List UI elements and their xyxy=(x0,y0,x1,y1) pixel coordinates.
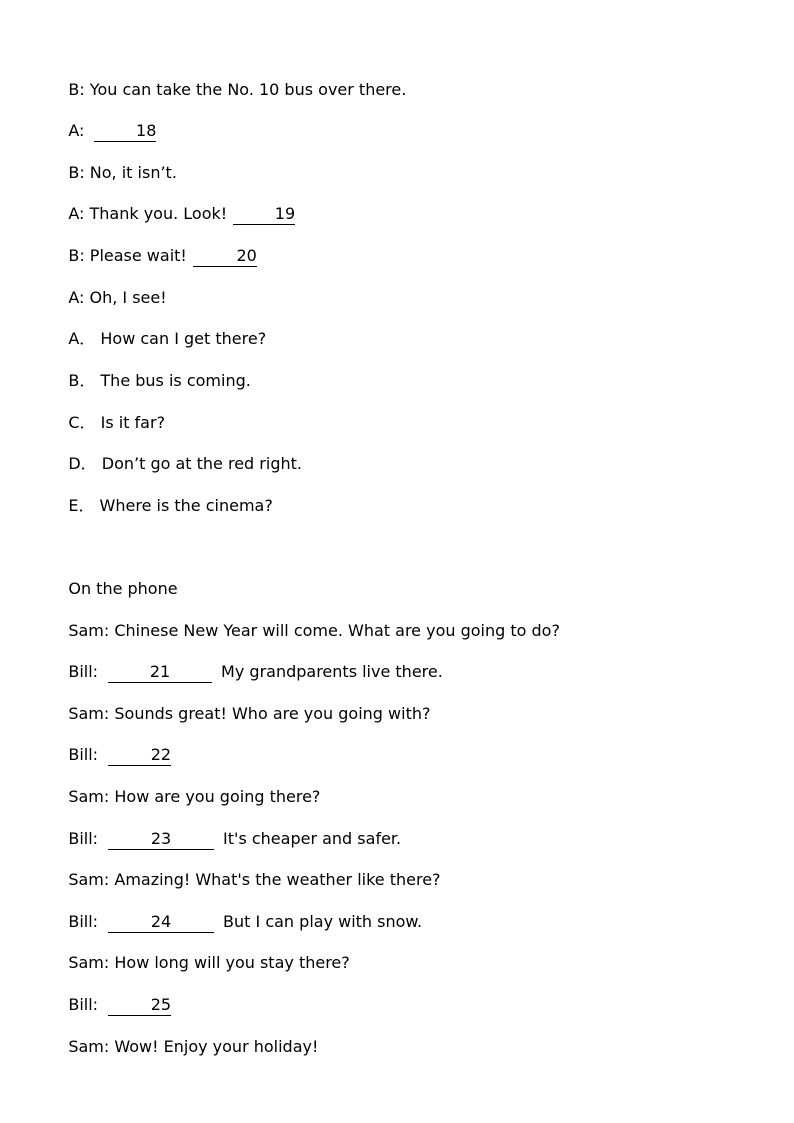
line-text: B: No, it isn’t. xyxy=(68,163,177,182)
option-text: D． Don’t go at the red right. xyxy=(68,454,302,473)
option-text: E． Where is the cinema? xyxy=(68,496,273,515)
line-text: A: Thank you. Look! xyxy=(68,204,228,223)
line-text: Sam: How are you going there? xyxy=(68,787,321,806)
line-text: A: Oh, I see! xyxy=(68,288,167,307)
option-text: A． How can I get there? xyxy=(68,329,267,348)
dialogue-line-sam-6 xyxy=(48,1017,318,1077)
line-text: Sam: Sounds great! Who are you going with? xyxy=(68,704,431,723)
line-text: Sam: How long will you stay there? xyxy=(68,953,350,972)
line-text: Sam: Chinese New Year will come. What are you going to do? xyxy=(68,621,560,640)
answer-blank-25[interactable]: 25 xyxy=(108,996,171,1016)
option-e xyxy=(48,476,273,536)
speaker-prefix: Bill: xyxy=(68,912,99,931)
line-text: It's cheaper and safer. xyxy=(223,829,402,848)
answer-blank-23[interactable]: 23 xyxy=(108,830,214,850)
speaker-prefix: Bill: xyxy=(68,662,99,681)
speaker-prefix: Bill: xyxy=(68,745,99,764)
line-text: Sam: Amazing! What's the weather like there? xyxy=(68,870,441,889)
line-text: Sam: Wow! Enjoy your holiday! xyxy=(68,1037,319,1056)
speaker-prefix: A: xyxy=(68,121,85,140)
answer-blank-18[interactable]: 18 xyxy=(94,122,156,142)
answer-blank-20[interactable]: 20 xyxy=(193,247,257,267)
line-text: B: You can take the No. 10 bus over there. xyxy=(68,80,407,99)
line-text: My grandparents live there. xyxy=(221,662,443,681)
line-text: But I can play with snow. xyxy=(223,912,423,931)
line-text: B: Please wait! xyxy=(68,246,187,265)
option-text: B． The bus is coming. xyxy=(68,371,251,390)
answer-blank-21[interactable]: 21 xyxy=(108,663,212,683)
speaker-prefix: Bill: xyxy=(68,829,99,848)
answer-blank-19[interactable]: 19 xyxy=(233,205,295,225)
speaker-prefix: Bill: xyxy=(68,995,99,1014)
answer-blank-24[interactable]: 24 xyxy=(108,913,214,933)
option-text: C． Is it far? xyxy=(68,413,166,432)
answer-blank-22[interactable]: 22 xyxy=(108,746,171,766)
heading-text: On the phone xyxy=(68,579,178,598)
